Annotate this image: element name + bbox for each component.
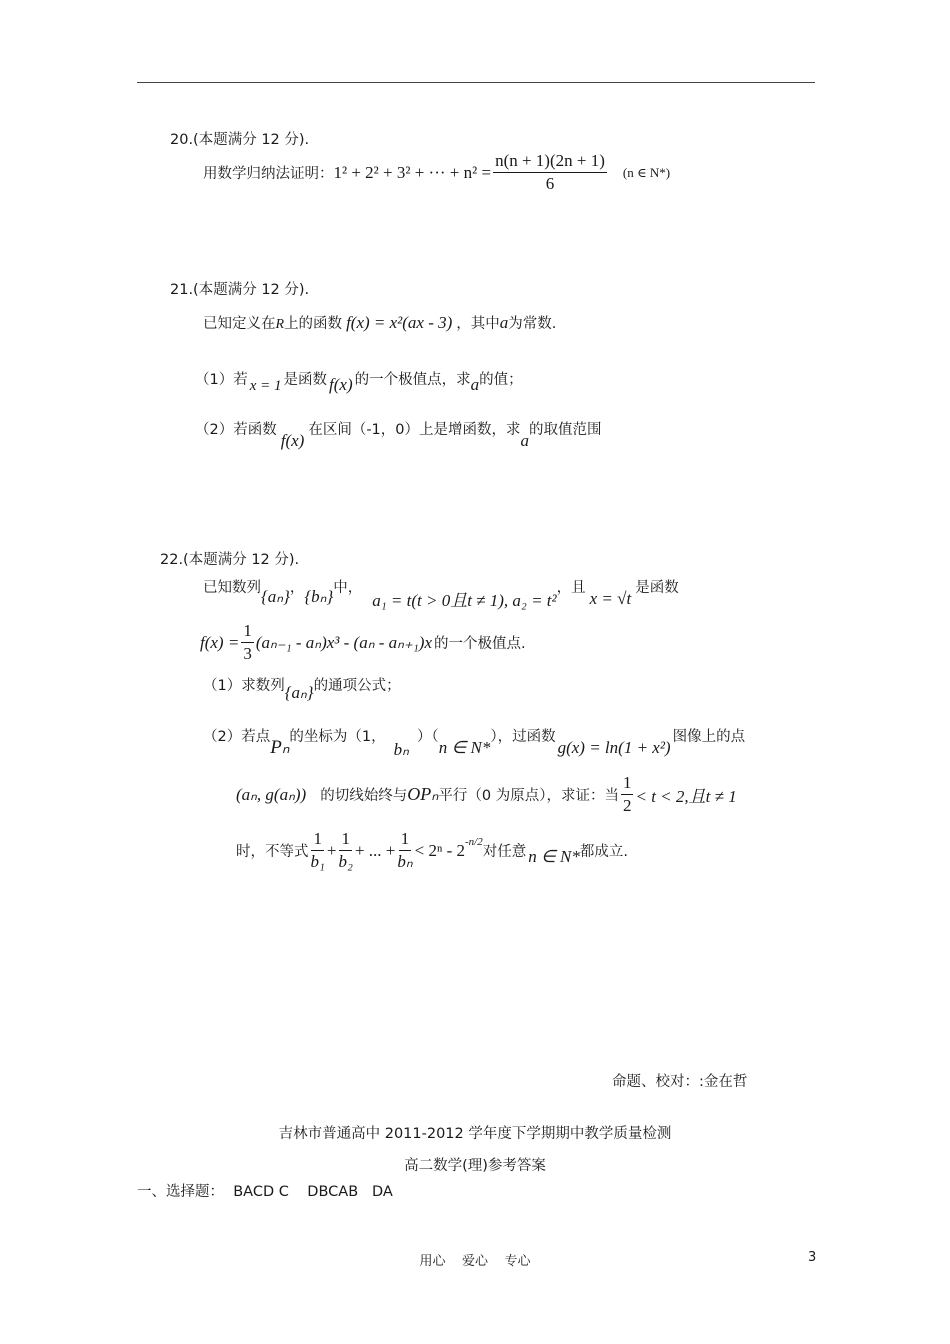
q22-p2-text: ）（ [416,729,439,745]
q21-text: ，其中 [456,316,500,332]
q22-seq-a: {aₙ} [261,587,290,606]
q22-frac-num: 1 [241,622,254,643]
q22-p1-text: （1）求数列 [203,678,285,694]
q22-frac-den: 3 [243,643,252,663]
q22-frac-num: 1 [339,830,352,851]
q22-frac-den: b₂ [338,851,353,871]
q22-part1 [203,674,401,702]
q22-p2-bn: bₙ [393,740,409,759]
q21-text: 上的函数 [284,316,343,332]
q21-R: R [275,317,285,332]
q21-part2 [195,418,602,450]
q21-function: f(x) = x²(ax - 3) [346,313,453,332]
q22-frac-bn [397,830,412,871]
q22-t-range: < t < 2,且t ≠ 1 [635,787,737,807]
q22-one-half [621,774,634,815]
q22-text: 是函数 [635,580,679,596]
q22-line1 [203,572,679,610]
q22-frac-num: 1 [311,830,324,851]
q22-p2-P: Pₙ [270,737,290,758]
q22-condition: a₁ = t(t > 0且t ≠ 1), a₂ = t² [372,591,557,610]
q22-line2 [200,622,526,663]
q22-line4 [236,774,737,815]
q20-statement [203,152,670,193]
footer-slogan: 用心 爱心 专心 [419,1254,531,1269]
q22-plus: + [326,840,337,860]
q20-intro: 用数学归纳法证明： [203,166,334,183]
answer-subtitle: 高二数学(理)参考答案 [404,1158,546,1174]
q21-p1-text: 的值； [479,372,523,388]
q22-text: 时，不等式 [236,844,309,861]
q22-p2-g: g(x) = ln(1 + x²) [557,738,671,757]
header-rule [137,82,815,83]
q22-half-den: 2 [622,795,632,815]
answer-title: 吉林市普通高中 2011-2012 学年度下学期期中教学质量检测 [278,1126,672,1142]
q22-x-sqrt: x = √t [589,589,632,608]
q22-line5 [236,830,628,871]
q21-text: 为常数. [508,316,557,332]
q21-p1-f: f(x) [329,375,353,394]
q22-dots: + ... + [354,840,396,860]
q21-p1-text: 是函数 [283,372,328,388]
q21-p1-text: 的一个极值点，求 [354,372,471,388]
q21-part1 [195,368,523,394]
q22-frac-den: b₁ [310,851,325,871]
q21-p2-a: a [520,431,530,450]
q22-text: 已知数列 [203,580,261,596]
q22-frac-b2 [339,830,353,871]
author-credit: 命题、校对：:金在哲 [612,1074,748,1090]
q21-text: 已知定义在 [203,316,276,332]
q22-text: 的切线始终与 [320,788,408,805]
q22-f-eq: f(x) = [200,632,240,652]
q21-heading: 21.(本题满分 12 分). [170,282,310,298]
q22-frac-b1 [311,830,325,871]
page-number: 3 [808,1250,817,1265]
q20-fraction [493,152,607,193]
q22-exponent: -n/2 [465,835,483,848]
q22-rhs: < 2ⁿ - 2 [414,840,466,860]
q22-half-num: 1 [621,774,634,795]
q22-heading: 22.(本题满分 12 分). [160,552,300,568]
q22-one-third [241,622,254,663]
q22-text: 对任意 [482,844,527,861]
q22-p1-text: 的通项公式； [313,678,401,694]
q20-condition: (n ∈ N*) [622,164,671,180]
q21-line1 [203,312,556,333]
q21-p1-text: （1）若 [195,372,248,388]
q22-text: ， [289,580,305,596]
q20-lhs: 1² + 2² + 3² + ··· + n² = [333,162,492,182]
q20-heading: 20.(本题满分 12 分). [170,132,310,148]
q22-p2-text: 的坐标为（1， [289,729,386,745]
q21-p2-text: 的取值范围 [529,422,602,438]
q22-seq-b: {bₙ} [304,587,334,606]
q21-a: a [499,313,509,332]
q22-p2-text: （2）若点 [203,729,271,745]
q20-numerator: n(n + 1)(2n + 1) [493,152,607,173]
q22-f-rest: (aₙ₋₁ - aₙ)x³ - (aₙ - aₙ₊₁)x [255,632,432,652]
q22-p2-text: ），过函数 [490,729,556,745]
q22-p2-text: 图像上的点 [672,729,746,745]
q22-p1-seq: {aₙ} [284,683,314,702]
q22-text: 中， [333,580,363,596]
q22-text: 平行（0 为原点），求证：当 [438,788,619,805]
q22-frac-den: bₙ [397,851,413,871]
q22-p2-n: n ∈ N* [438,738,491,757]
q22-OPn: OPₙ [407,784,439,805]
q21-p2-text: （2）若函数 [195,422,277,438]
q22-text: ，且 [556,580,586,596]
q22-frac-num: 1 [399,830,412,851]
q22-point: (aₙ, g(aₙ)) [236,784,307,804]
q21-p2-text: 在区间（-1，0）上是增函数，求 [308,422,521,438]
q21-p2-f: f(x) [280,431,305,450]
q20-denominator: 6 [545,173,555,193]
q22-n-domain: n ∈ N* [528,846,580,866]
q21-p1-x: x = 1 [249,378,282,394]
q22-part2 [203,724,746,759]
choice-answers: 一、选择题： BACD C DBCAB DA [137,1184,393,1200]
q21-p1-a: a [470,375,480,394]
q22-text: 都成立. [579,844,629,861]
q22-text: 的一个极值点. [434,636,526,653]
